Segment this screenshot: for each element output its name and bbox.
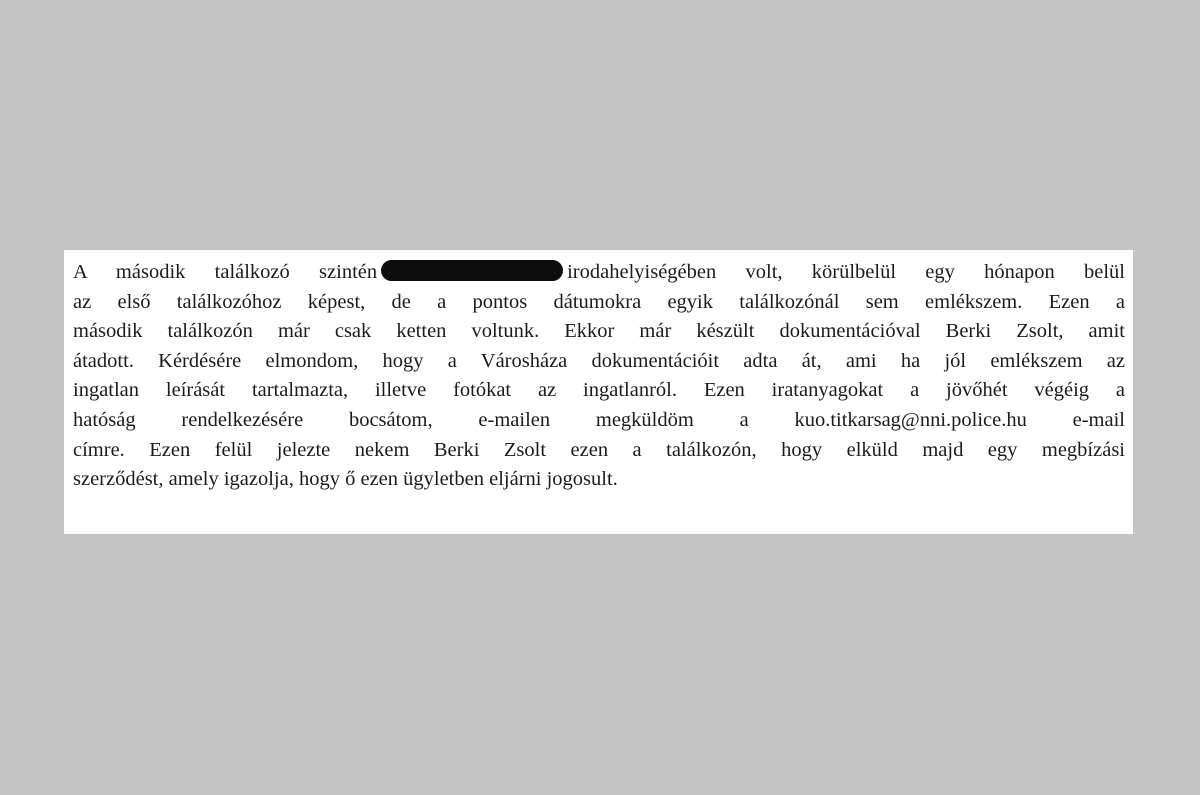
document-excerpt (64, 250, 1133, 534)
text-line-5: ingatlan leírását tartalmazta, illetve fotókat az ingatlanról. Ezen iratanyagokat a jövőhét végéig a (73, 379, 1125, 402)
text-line-1 (73, 258, 1125, 288)
text-line-8: szerződést, amely igazolja, hogy ő ezen ügyletben eljárni jogosult. (73, 468, 618, 491)
line-1-text-after-redaction: irodahelyiségében volt, körülbelül egy hónapon belül (567, 261, 1125, 283)
text-line-4: átadott. Kérdésére elmondom, hogy a Városháza dokumentációit adta át, ami ha jól emlékszem az (73, 349, 1125, 372)
text-line-2: az első találkozóhoz képest, de a pontos dátumokra egyik találkozónál sem emlékszem. Ezen a (73, 290, 1125, 313)
line-1-text-before-redaction: A második találkozó szintén (73, 261, 378, 283)
text-line-6: hatóság rendelkezésére bocsátom, e-mailen megküldöm a kuo.titkarsag@nni.police.hu e-mail (73, 408, 1125, 431)
text-line-3: második találkozón már csak ketten voltunk. Ekkor már készült dokumentációval Berki Zsolt, amit (73, 320, 1125, 343)
text-line-7: címre. Ezen felül jelezte nekem Berki Zsolt ezen a találkozón, hogy elküld majd egy megbízási (73, 438, 1125, 461)
redaction-mark (381, 260, 563, 281)
